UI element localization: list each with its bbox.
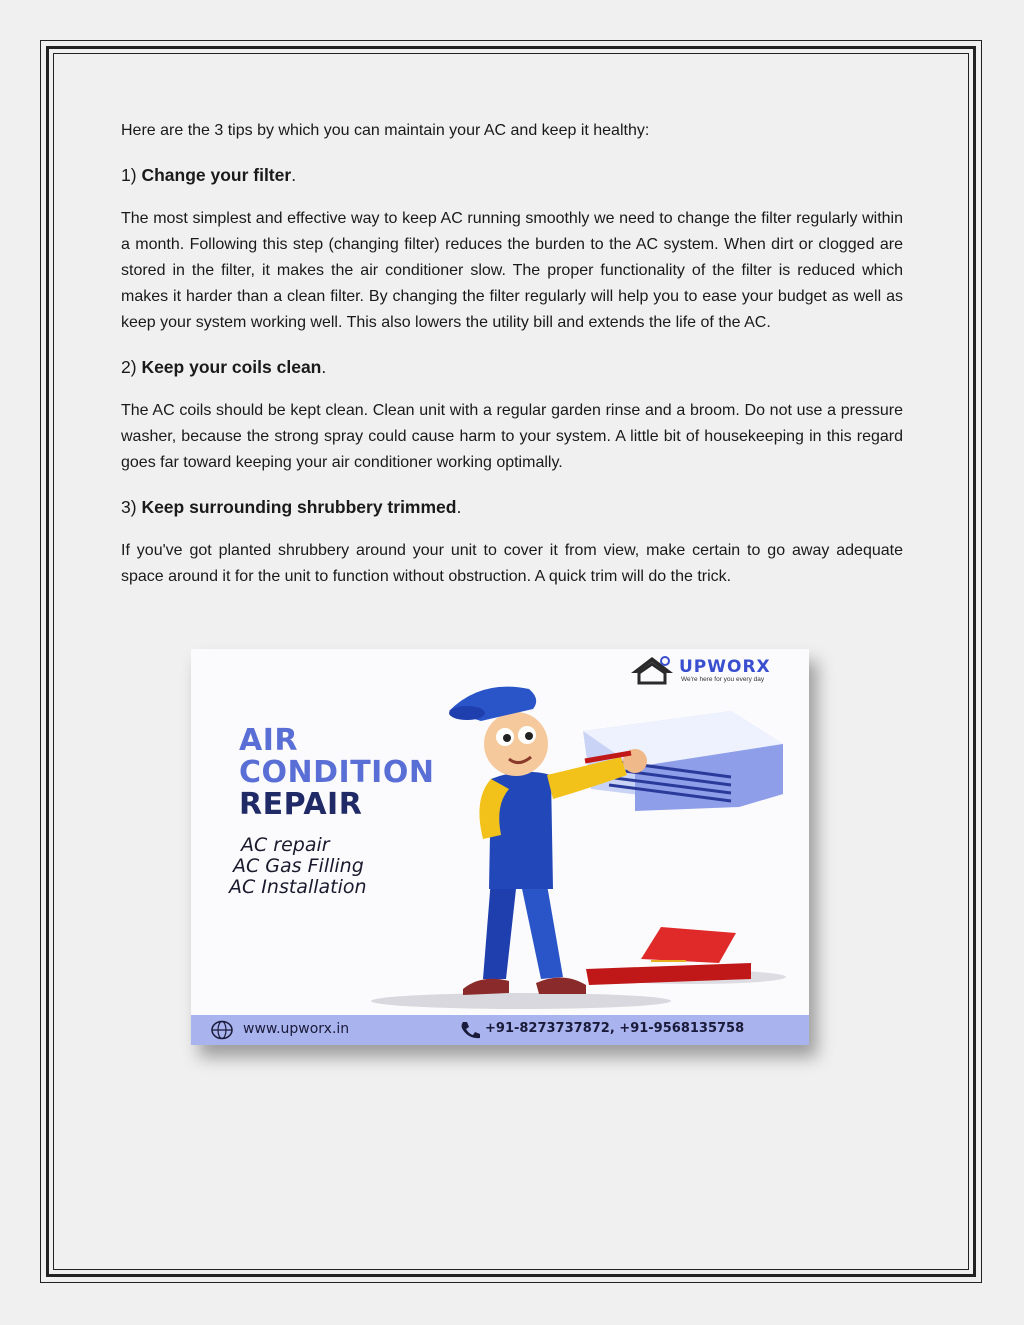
- tip-3-heading: 3) Keep surrounding shrubbery trimmed.: [121, 497, 462, 517]
- tip-2-number: 2): [121, 357, 137, 377]
- ac-repair-advertisement: [191, 649, 809, 1045]
- tip-1-heading: 1) Change your filter.: [121, 165, 297, 185]
- tip-1-body: The most simplest and effective way to keep AC running smoothly we need to change the filter regularly within a month. Following this step (changing filter) reduces the burden to the AC system. When dirt or clogged are stored in the filter, it makes the air conditioner slow. The proper functionality of the filter is reduced which makes it harder than a clean filter. By changing the filter regularly will help you to ease your budget as well as keep your system working well. This also lowers the utility bill and extends the life of the AC.: [121, 210, 903, 331]
- intro-text: Here are the 3 tips by which you can maintain your AC and keep it healthy:: [121, 122, 650, 139]
- logo-name: UPWORX: [679, 657, 771, 677]
- service-item: AC Installation: [229, 876, 367, 898]
- phone-icon: [459, 1020, 481, 1040]
- tip-1-title: Change your filter: [141, 165, 292, 185]
- upworx-logo: [629, 655, 799, 685]
- ad-headline-line-1: AIR: [239, 723, 298, 758]
- globe-icon: [211, 1020, 233, 1040]
- tip-2-heading: 2) Keep your coils clean.: [121, 357, 327, 377]
- tip-2-body: The AC coils should be kept clean. Clean unit with a regular garden rinse and a broom. Do not use a pressure washer, because the strong spray could cause harm to your system. A little bit of housekeeping in this regard goes far toward keeping your air conditioner working optimally.: [121, 402, 903, 471]
- document-body: [121, 118, 903, 608]
- ad-headline: [239, 725, 434, 821]
- tip-3-body: If you've got planted shrubbery around your unit to cover it from view, make certain to go away adequate space around it for the unit to function without obstruction. A quick trim will do the trick.: [121, 542, 903, 585]
- technician-illustration: [191, 649, 809, 1015]
- tip-3-title: Keep surrounding shrubbery trimmed: [141, 497, 457, 517]
- home-logo-icon: [629, 655, 675, 685]
- contact-band: [191, 1015, 809, 1045]
- website-text: www.upworx.in: [243, 1021, 350, 1037]
- tip-2-title: Keep your coils clean: [141, 357, 322, 377]
- tip-1-number: 1): [121, 165, 137, 185]
- tip-3-number: 3): [121, 497, 137, 517]
- ad-headline-line-2: CONDITION: [239, 755, 435, 790]
- toolbox-illustration: [586, 927, 751, 985]
- ad-headline-line-3: REPAIR: [239, 787, 363, 822]
- phone-numbers: +91-8273737872, +91-9568135758: [485, 1021, 745, 1036]
- service-item: AC repair: [241, 834, 330, 856]
- logo-tagline: We're here for you every day: [681, 676, 765, 683]
- services-list: [229, 835, 367, 898]
- service-item: AC Gas Filling: [233, 855, 364, 877]
